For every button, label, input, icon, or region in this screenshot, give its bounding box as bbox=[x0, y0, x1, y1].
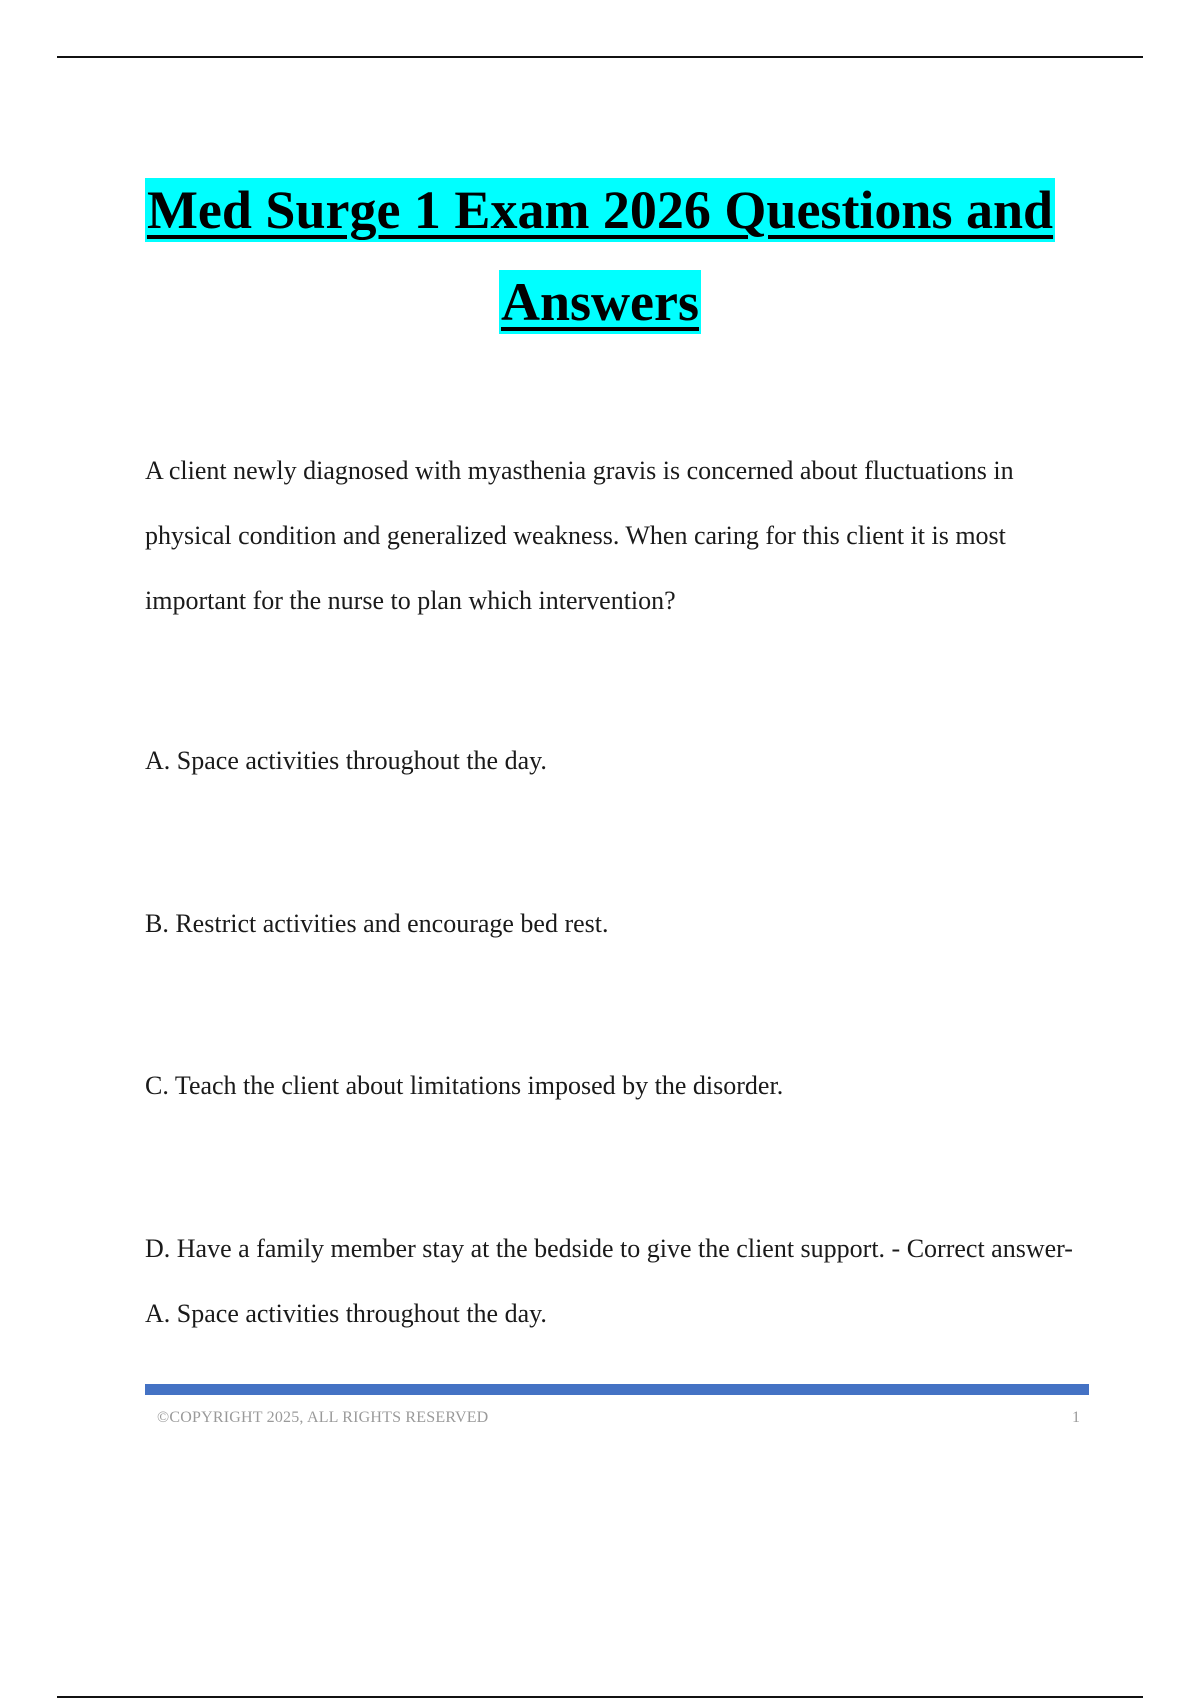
page-number: 1 bbox=[1072, 1409, 1080, 1426]
option-a: A. Space activities throughout the day. bbox=[145, 746, 547, 775]
option-b: B. Restrict activities and encourage bed rest. bbox=[145, 909, 609, 938]
page-bottom-rule bbox=[57, 1696, 1143, 1698]
option-d-with-answer: D. Have a family member stay at the bedside to give the client support. - Correct answer-A. Space activities throughout the day. bbox=[145, 1234, 1073, 1328]
title-line-2: Answers bbox=[501, 272, 699, 332]
question-text: A client newly diagnosed with myasthenia gravis is concerned about fluctuations in physical condition and generalized weakness. When caring for this client it is most important for the nurse to plan which intervention? bbox=[145, 456, 1014, 615]
option-c: C. Teach the client about limitations imposed by the disorder. bbox=[145, 1071, 784, 1100]
title-line-1: Med Surge 1 Exam 2026 Questions and bbox=[146, 180, 1054, 240]
footer-bar bbox=[145, 1384, 1089, 1395]
header-rule bbox=[57, 56, 1143, 58]
document-title bbox=[0, 178, 1200, 334]
footer-copyright: ©COPYRIGHT 2025, ALL RIGHTS RESERVED bbox=[157, 1409, 489, 1426]
